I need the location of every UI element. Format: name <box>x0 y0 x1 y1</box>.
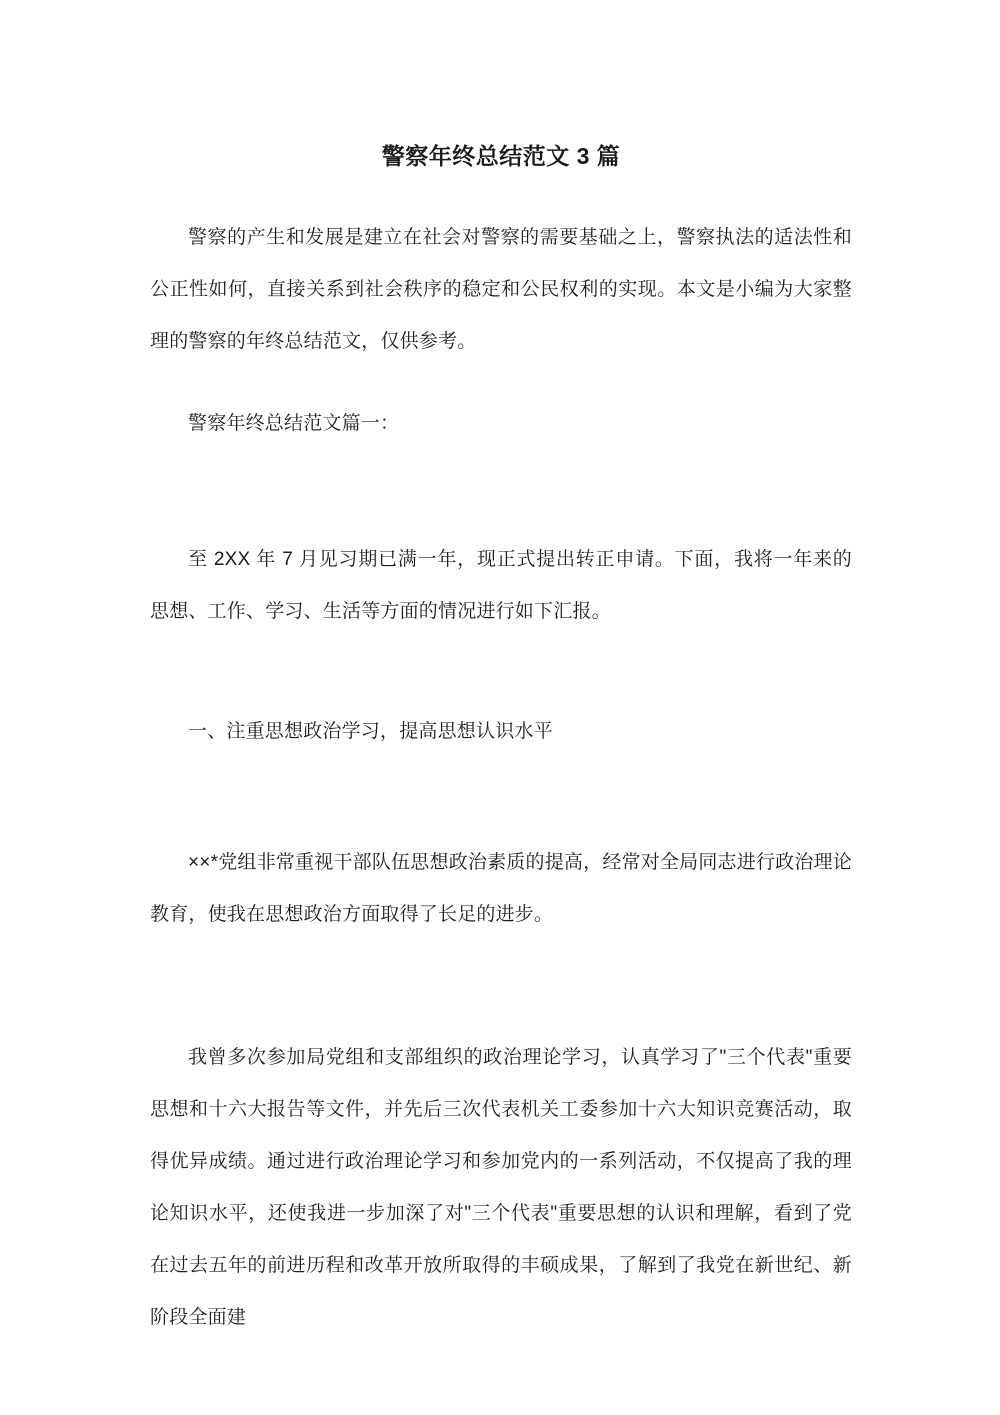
paragraph-opening: 至 2XX 年 7 月见习期已满一年，现正式提出转正申请。下面，我将一年来的思想、工作、学习、生活等方面的情况进行如下汇报。 <box>150 549 852 622</box>
document-title: 警察年终总结范文 3 篇 <box>381 143 621 169</box>
paragraph-section-label: 警察年终总结范文篇一： <box>188 413 400 434</box>
paragraph-intro: 警察的产生和发展是建立在社会对警察的需要基础之上，警察执法的适法性和公正性如何，直接关系到社会秩序的稳定和公民权利的实现。本文是小编为大家整理的警察的年终总结范文，仅供参考。 <box>150 227 852 352</box>
paragraph-heading-one: 一、注重思想政治学习，提高思想认识水平 <box>188 721 553 742</box>
paragraph-body-one: ××*党组非常重视干部队伍思想政治素质的提高，经常对全局同志进行政治理论教育，使我在思想政治方面取得了长足的进步。 <box>150 852 852 925</box>
paragraph-body-two: 我曾多次参加局党组和支部组织的政治理论学习，认真学习了"三个代表"重要思想和十六大报告等文件，并先后三次代表机关工委参加十六大知识竞赛活动，取得优异成绩。通过进行政治理论学习和参加党内的一系列活动，不仅提高了我的理论知识水平，还使我进一步加深了对"三个代表"重要思想的认识和理解，看到了党在过去五年的前进历程和改革开放所取得的丰硕成果，了解到了我党在新世纪、新阶段全面建 <box>150 1047 852 1328</box>
